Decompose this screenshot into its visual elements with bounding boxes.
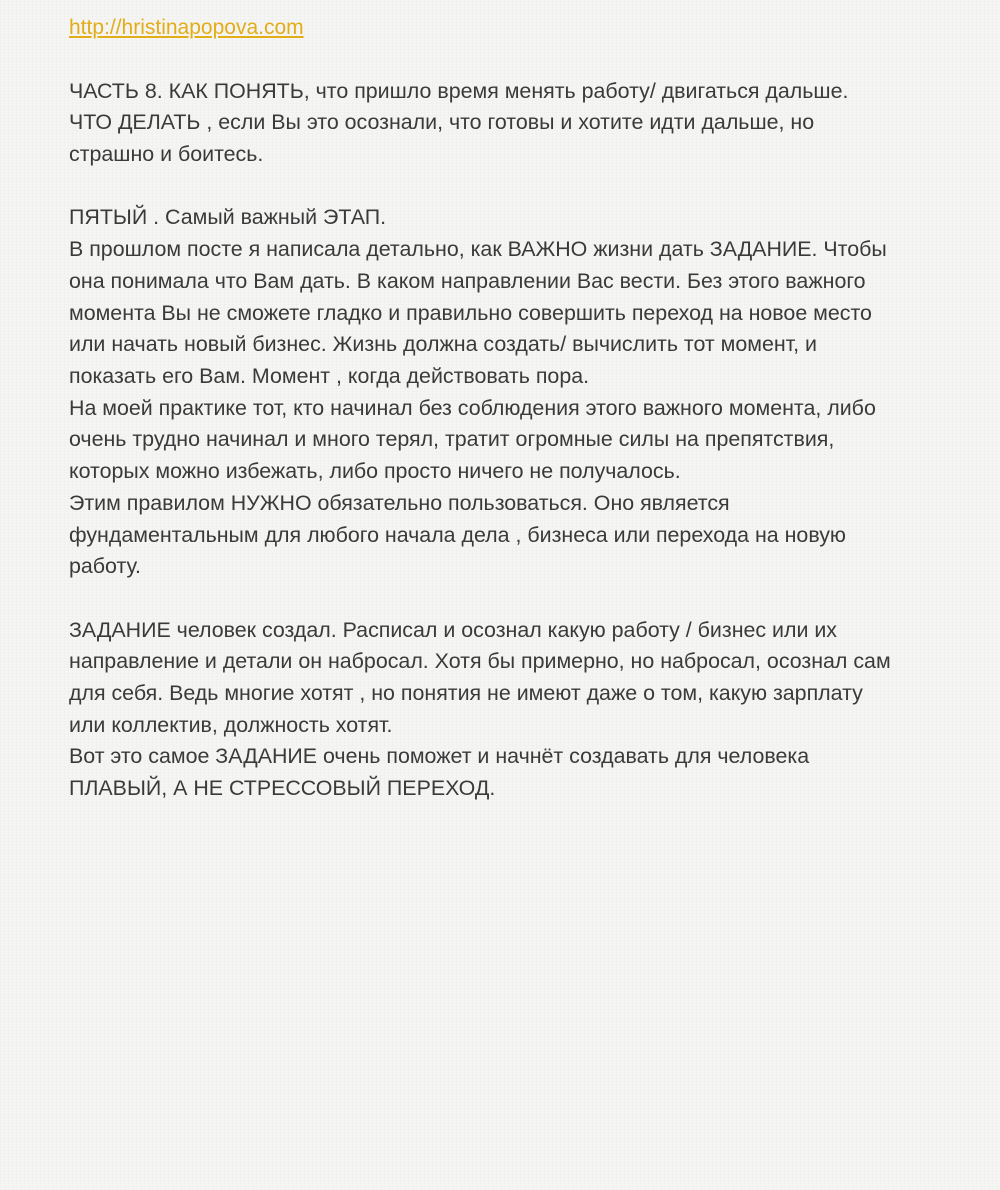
text-line: ПЛАВЫЙ, А НЕ СТРЕССОВЫЙ ПЕРЕХОД. (69, 776, 496, 801)
text-line: ЗАДАНИЕ человек создал. Расписал и осознал какую работу / бизнес или их (69, 617, 838, 642)
text-line: она понимала что Вам дать. В каком направлении Вас вести. Без этого важного (69, 268, 866, 293)
text-line: Вот это самое ЗАДАНИЕ очень поможет и начнёт создавать для человека (69, 744, 810, 769)
paragraph-1 (69, 76, 949, 171)
paragraph-2 (69, 202, 949, 582)
text-line: страшно и боитесь. (69, 142, 264, 167)
text-line: На моей практике тот, кто начинал без соблюдения этого важного момента, либо (69, 395, 876, 420)
paragraph-spacer (69, 583, 949, 615)
text-line: ЧТО ДЕЛАТЬ , если Вы это осознали, что готовы и хотите идти дальше, но (69, 110, 815, 135)
text-line: Этим правилом НУЖНО обязательно пользоваться. Оно является (69, 490, 730, 515)
website-link[interactable]: http://hristinapopova.com (69, 16, 304, 39)
paragraph-spacer (69, 44, 949, 76)
text-line: направление и детали он набросал. Хотя бы примерно, но набросал, осознал сам (69, 649, 891, 674)
text-line: или коллектив, должность хотят. (69, 712, 393, 737)
text-line: или начать новый бизнес. Жизнь должна создать/ вычислить тот момент, и (69, 332, 817, 357)
text-line: очень трудно начинал и много терял, тратит огромные силы на препятствия, (69, 427, 835, 452)
text-line: показать его Вам. Момент , когда действовать пора. (69, 364, 590, 388)
text-line: ПЯТЫЙ . Самый важный ЭТАП. (69, 205, 387, 230)
text-line: для себя. Ведь многие хотят , но понятия не имеют даже о том, какую зарплату (69, 681, 863, 706)
note-body (69, 12, 949, 805)
paragraph-3 (69, 615, 949, 805)
paragraph-spacer (69, 171, 949, 203)
text-line: фундаментальным для любого начала дела , бизнеса или перехода на новую (69, 522, 846, 547)
text-line: В прошлом посте я написала детально, как ВАЖНО жизни дать ЗАДАНИЕ. Чтобы (69, 237, 887, 262)
text-line: работу. (69, 554, 142, 579)
text-line: которых можно избежать, либо просто ничего не получалось. (69, 459, 681, 484)
text-line: момента Вы не сможете гладко и правильно совершить переход на новое место (69, 300, 872, 325)
text-line: ЧАСТЬ 8. КАК ПОНЯТЬ, что пришло время менять работу/ двигаться дальше. (69, 78, 849, 103)
